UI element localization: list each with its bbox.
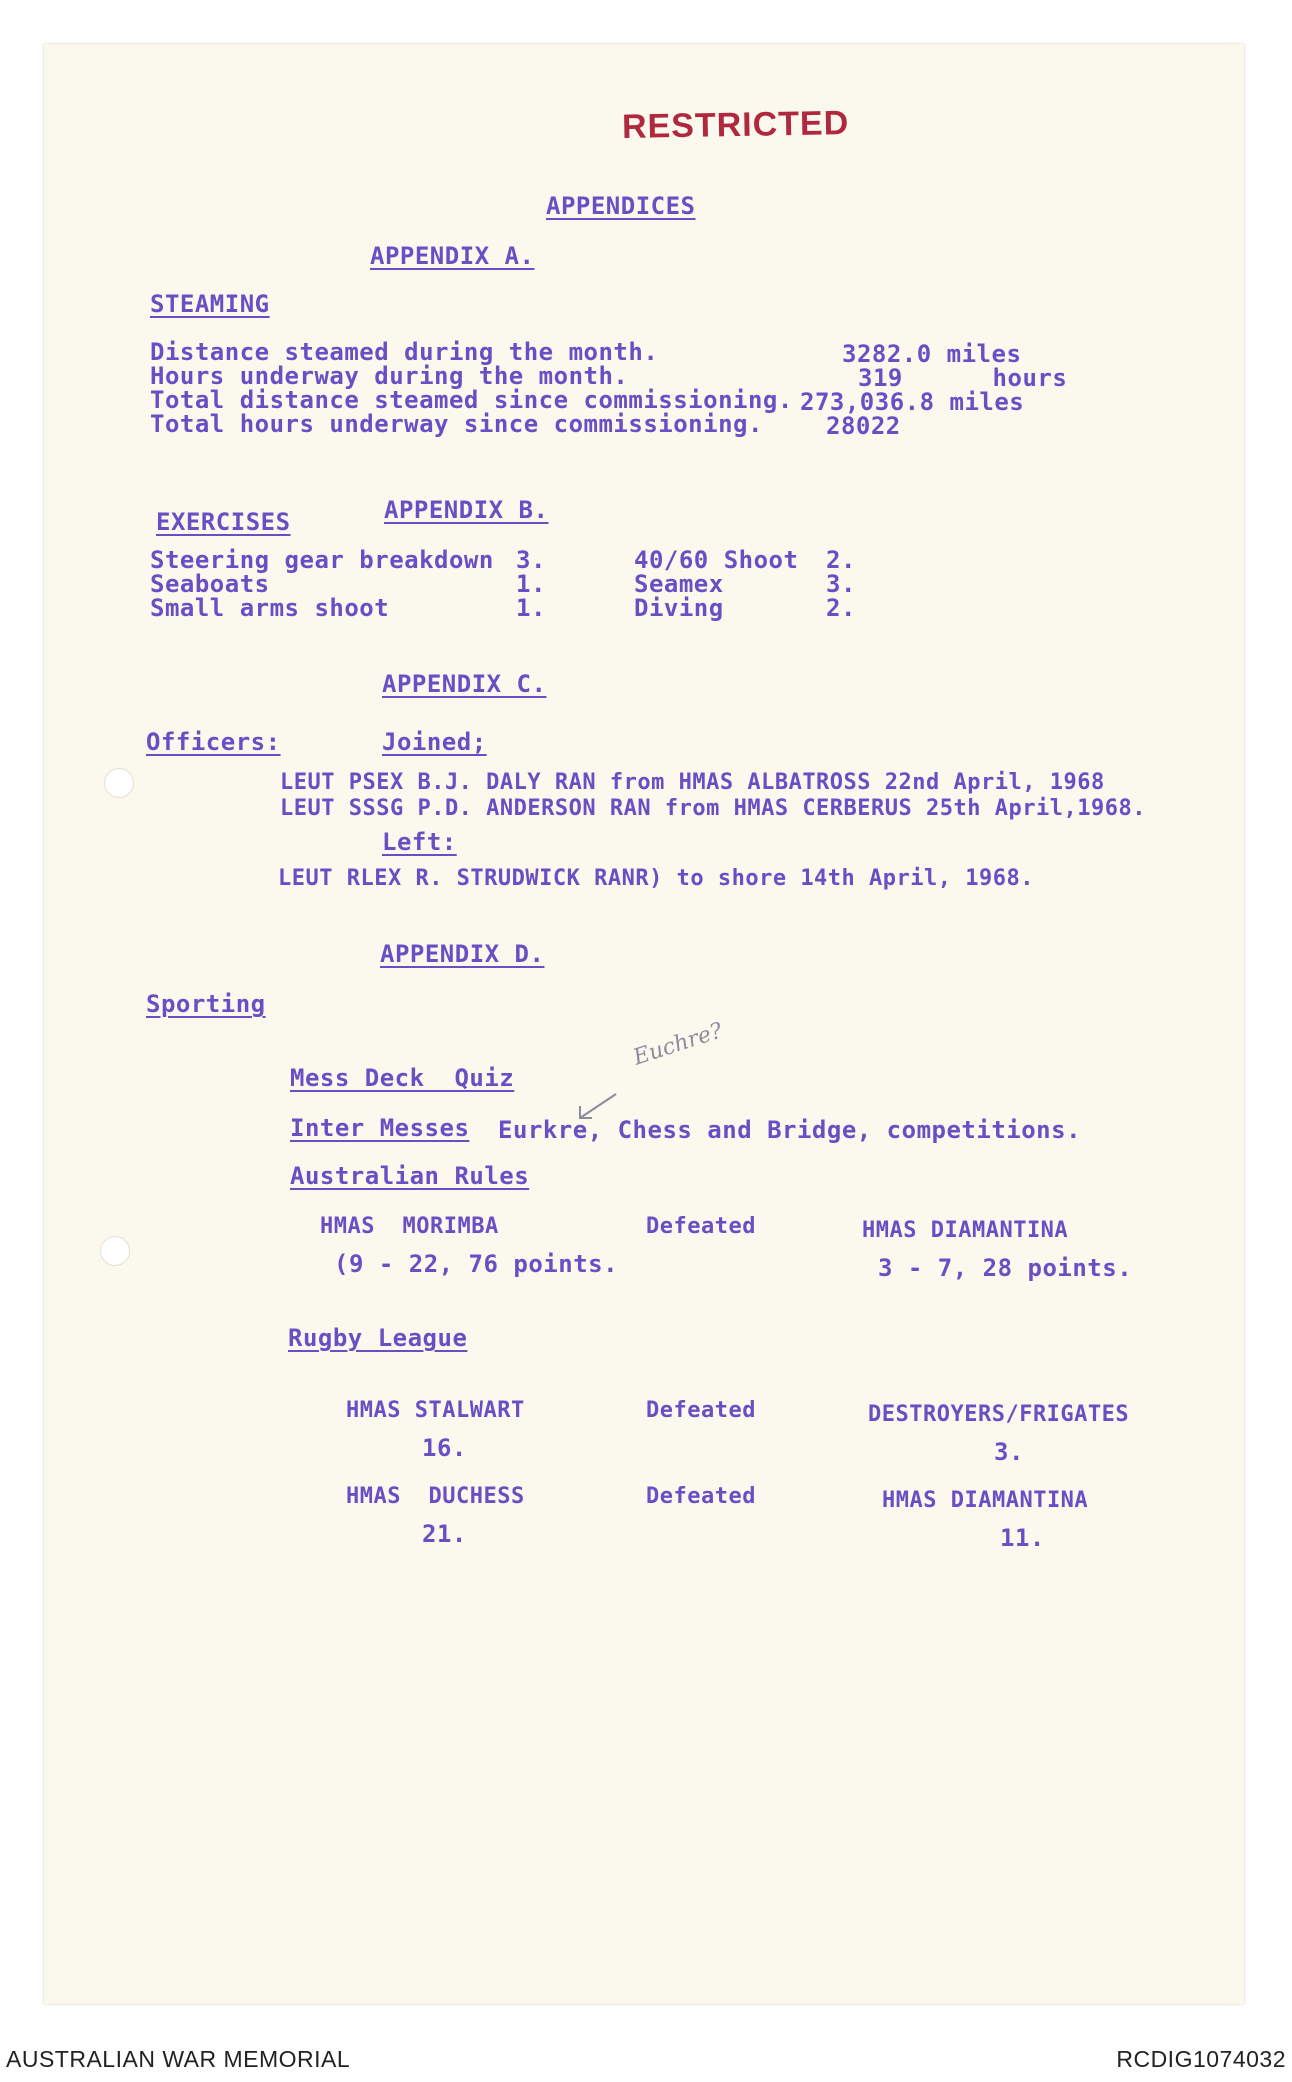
officers-heading: Officers: [146,728,281,756]
punch-hole [100,1236,130,1266]
exercises-heading: EXERCISES [156,508,291,536]
match-score: (9 - 22, 76 points. [334,1250,619,1278]
match-team: HMAS DUCHESS [346,1484,525,1509]
steaming-value: 3282.0 miles [842,340,1022,368]
officer-joined-line: LEUT PSEX B.J. DALY RAN from HMAS ALBATROSS 22nd April, 1968 [280,770,1105,795]
sporting-heading: Sporting [146,990,266,1018]
exercise-label: Diving [634,594,724,622]
appendix-a-heading: APPENDIX A. [370,242,535,270]
punch-hole [104,768,134,798]
match-score: 11. [1000,1524,1045,1552]
appendix-d-heading: APPENDIX D. [380,940,545,968]
steaming-label: Hours underway during the month. [150,362,629,390]
inter-messes-text: Eurkre, Chess and Bridge, competitions. [498,1116,1082,1144]
joined-heading: Joined; [382,728,487,756]
steaming-value: 28022 [826,412,901,440]
steaming-value: 273,036.8 miles [800,388,1025,416]
steaming-label: Total hours underway since commissioning. [150,410,763,438]
match-score: 3 - 7, 28 points. [878,1254,1133,1282]
match-result: Defeated [646,1484,756,1509]
steaming-value: 319 hours [858,364,1068,392]
appendix-c-heading: APPENDIX C. [382,670,547,698]
page-title: APPENDICES [546,192,696,220]
mess-deck-quiz: Mess Deck Quiz [290,1064,515,1092]
steaming-heading: STEAMING [150,290,270,318]
match-team: HMAS MORIMBA [320,1214,499,1239]
match-result: Defeated [646,1398,756,1423]
exercise-label: Steering gear breakdown [150,546,494,574]
exercise-count: 1. [516,570,546,598]
officer-left-line: LEUT RLEX R. STRUDWICK RANR) to shore 14th April, 1968. [278,866,1034,891]
steaming-label: Distance steamed during the month. [150,338,659,366]
handwritten-note: Euchre? [630,1018,726,1071]
match-team: HMAS STALWART [346,1398,525,1423]
appendix-b-heading: APPENDIX B. [384,496,549,524]
match-team: HMAS DIAMANTINA [882,1488,1089,1513]
match-result: Defeated [646,1214,756,1239]
left-heading: Left: [382,828,457,856]
officer-joined-line: LEUT SSSG P.D. ANDERSON RAN from HMAS CERBERUS 25th April,1968. [280,796,1146,821]
exercise-label: Seaboats [150,570,270,598]
rugby-league-heading: Rugby League [288,1324,468,1352]
exercise-count: 3. [516,546,546,574]
exercise-count: 3. [826,570,856,598]
match-team: DESTROYERS/FRIGATES [868,1402,1130,1427]
exercise-label: Small arms shoot [150,594,390,622]
restricted-stamp: RESTRICTED [621,104,850,146]
match-score: 16. [422,1434,467,1462]
match-score: 3. [994,1438,1024,1466]
aus-rules-heading: Australian Rules [290,1162,530,1190]
footer-archive-name: AUSTRALIAN WAR MEMORIAL [6,2046,351,2072]
exercise-label: 40/60 Shoot [634,546,799,574]
footer-record-id: RCDIG1074032 [1116,2046,1286,2072]
exercise-label: Seamex [634,570,724,598]
match-score: 21. [422,1520,467,1548]
exercise-count: 1. [516,594,546,622]
steaming-label: Total distance steamed since commissioning. [150,386,793,414]
match-team: HMAS DIAMANTINA [862,1218,1069,1243]
exercise-count: 2. [826,546,856,574]
exercise-count: 2. [826,594,856,622]
inter-messes-heading: Inter Messes [290,1114,470,1142]
